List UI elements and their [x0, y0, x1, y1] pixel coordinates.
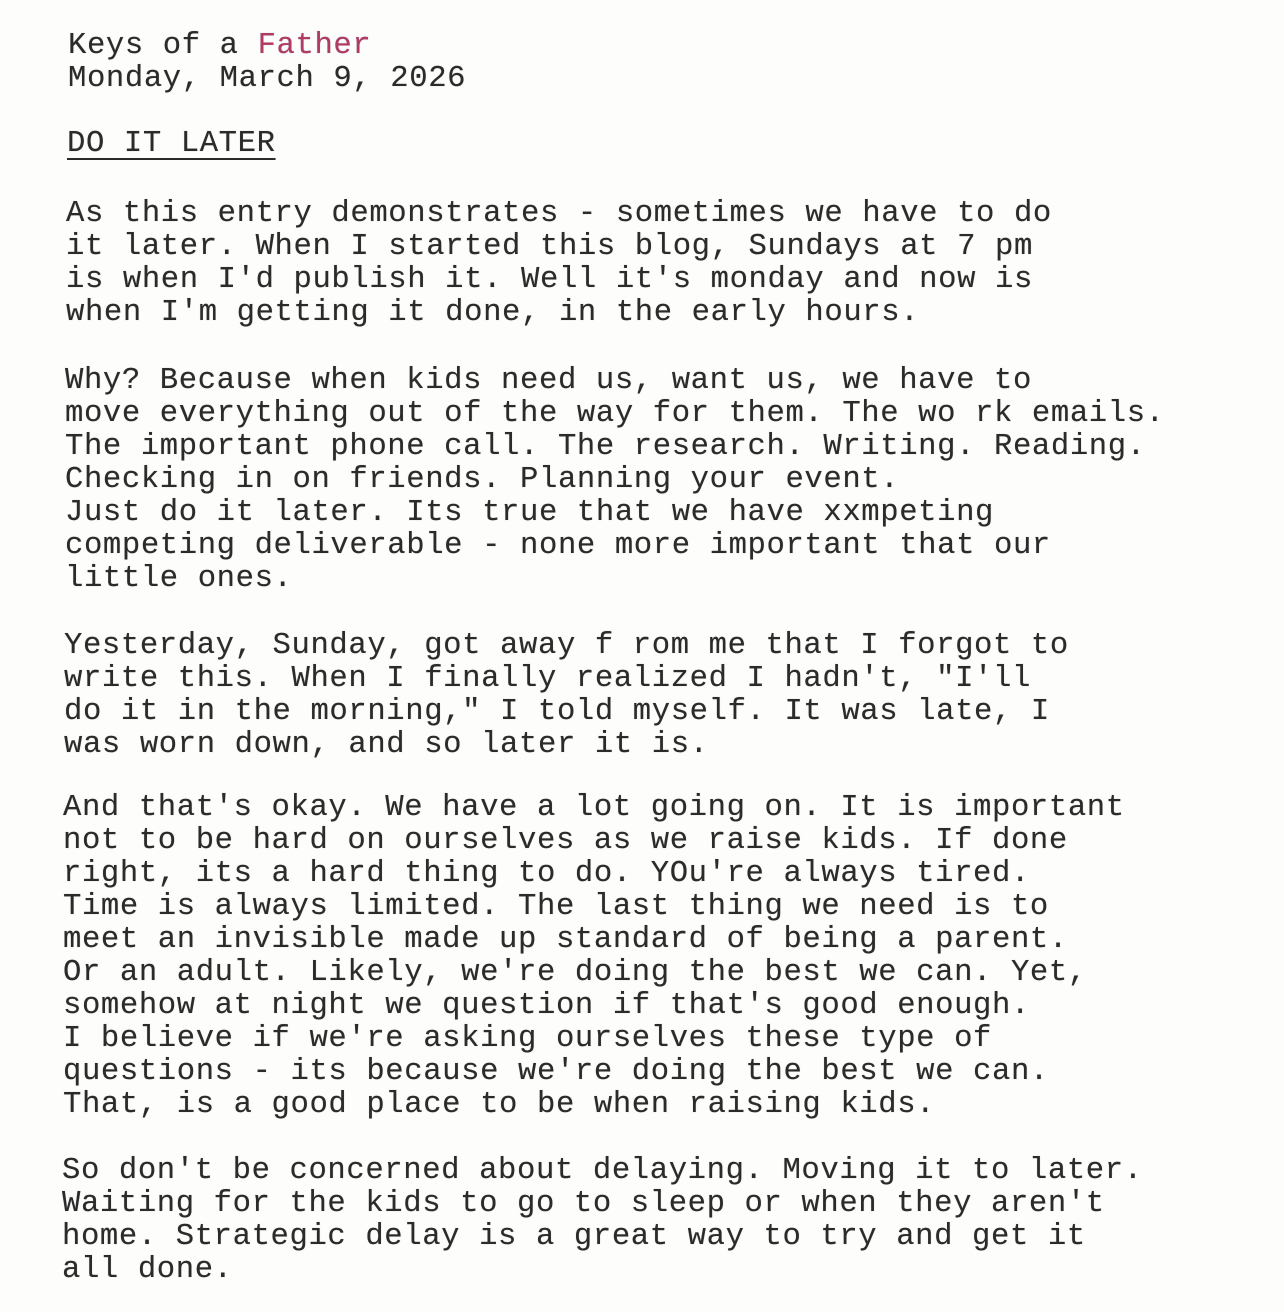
- entry-date: Monday, March 9, 2026: [68, 62, 467, 96]
- text-line: little ones.: [65, 562, 293, 596]
- text-line: write this. When I finally realized I hadn't, "I'll: [64, 662, 1031, 696]
- title-highlight: Father: [257, 29, 372, 63]
- text-line: not to be hard on ourselves as we raise kids. If done: [63, 824, 1068, 858]
- text-line: do it in the morning," I told myself. It was late, I: [64, 695, 1050, 729]
- text-line: is when I'd publish it. Well it's monday and now is: [66, 263, 1033, 297]
- text-line: Yesterday, Sunday, got away f rom me that I forgot to: [64, 629, 1069, 663]
- text-line: That, is a good place to be when raising kids.: [63, 1088, 936, 1122]
- text-line: meet an invisible made up standard of being a parent.: [63, 923, 1068, 957]
- text-line: when I'm getting it done, in the early hours.: [66, 296, 920, 330]
- title-prefix: Keys of a: [68, 29, 258, 63]
- text-line: Just do it later. Its true that we have xxmpeting: [65, 496, 995, 530]
- blog-title: [68, 29, 371, 63]
- text-line: Or an adult. Likely, we're doing the best we can. Yet,: [63, 956, 1087, 990]
- text-line: So don't be concerned about delaying. Moving it to later.: [62, 1154, 1143, 1188]
- text-line: it later. When I started this blog, Sundays at 7 pm: [66, 230, 1033, 264]
- text-line: right, its a hard thing to do. YOu're always tired.: [63, 857, 1030, 891]
- text-line: The important phone call. The research. Writing. Reading.: [65, 430, 1146, 464]
- text-line: As this entry demonstrates - sometimes we have to do: [66, 197, 1052, 231]
- text-line: Waiting for the kids to go to sleep or when they aren't: [62, 1187, 1105, 1221]
- text-line: somehow at night we question if that's good enough.: [63, 989, 1030, 1023]
- text-line: Time is always limited. The last thing we need is to: [63, 890, 1049, 924]
- text-line: competing deliverable - none more important that our: [65, 529, 1051, 563]
- text-line: home. Strategic delay is a great way to try and get it: [62, 1220, 1086, 1254]
- text-line: all done.: [62, 1253, 233, 1287]
- text-line: I believe if we're asking ourselves these type of: [63, 1022, 993, 1056]
- text-line: Why? Because when kids need us, want us, we have to: [65, 364, 1032, 398]
- text-line: was worn down, and so later it is.: [64, 728, 709, 762]
- entry-heading: DO IT LATER: [67, 127, 276, 161]
- text-line: questions - its because we're doing the best we can.: [63, 1055, 1049, 1089]
- text-line: And that's okay. We have a lot going on. It is important: [63, 791, 1125, 825]
- text-line: move everything out of the way for them. The wo rk emails.: [65, 397, 1165, 431]
- text-line: Checking in on friends. Planning your event.: [65, 463, 900, 497]
